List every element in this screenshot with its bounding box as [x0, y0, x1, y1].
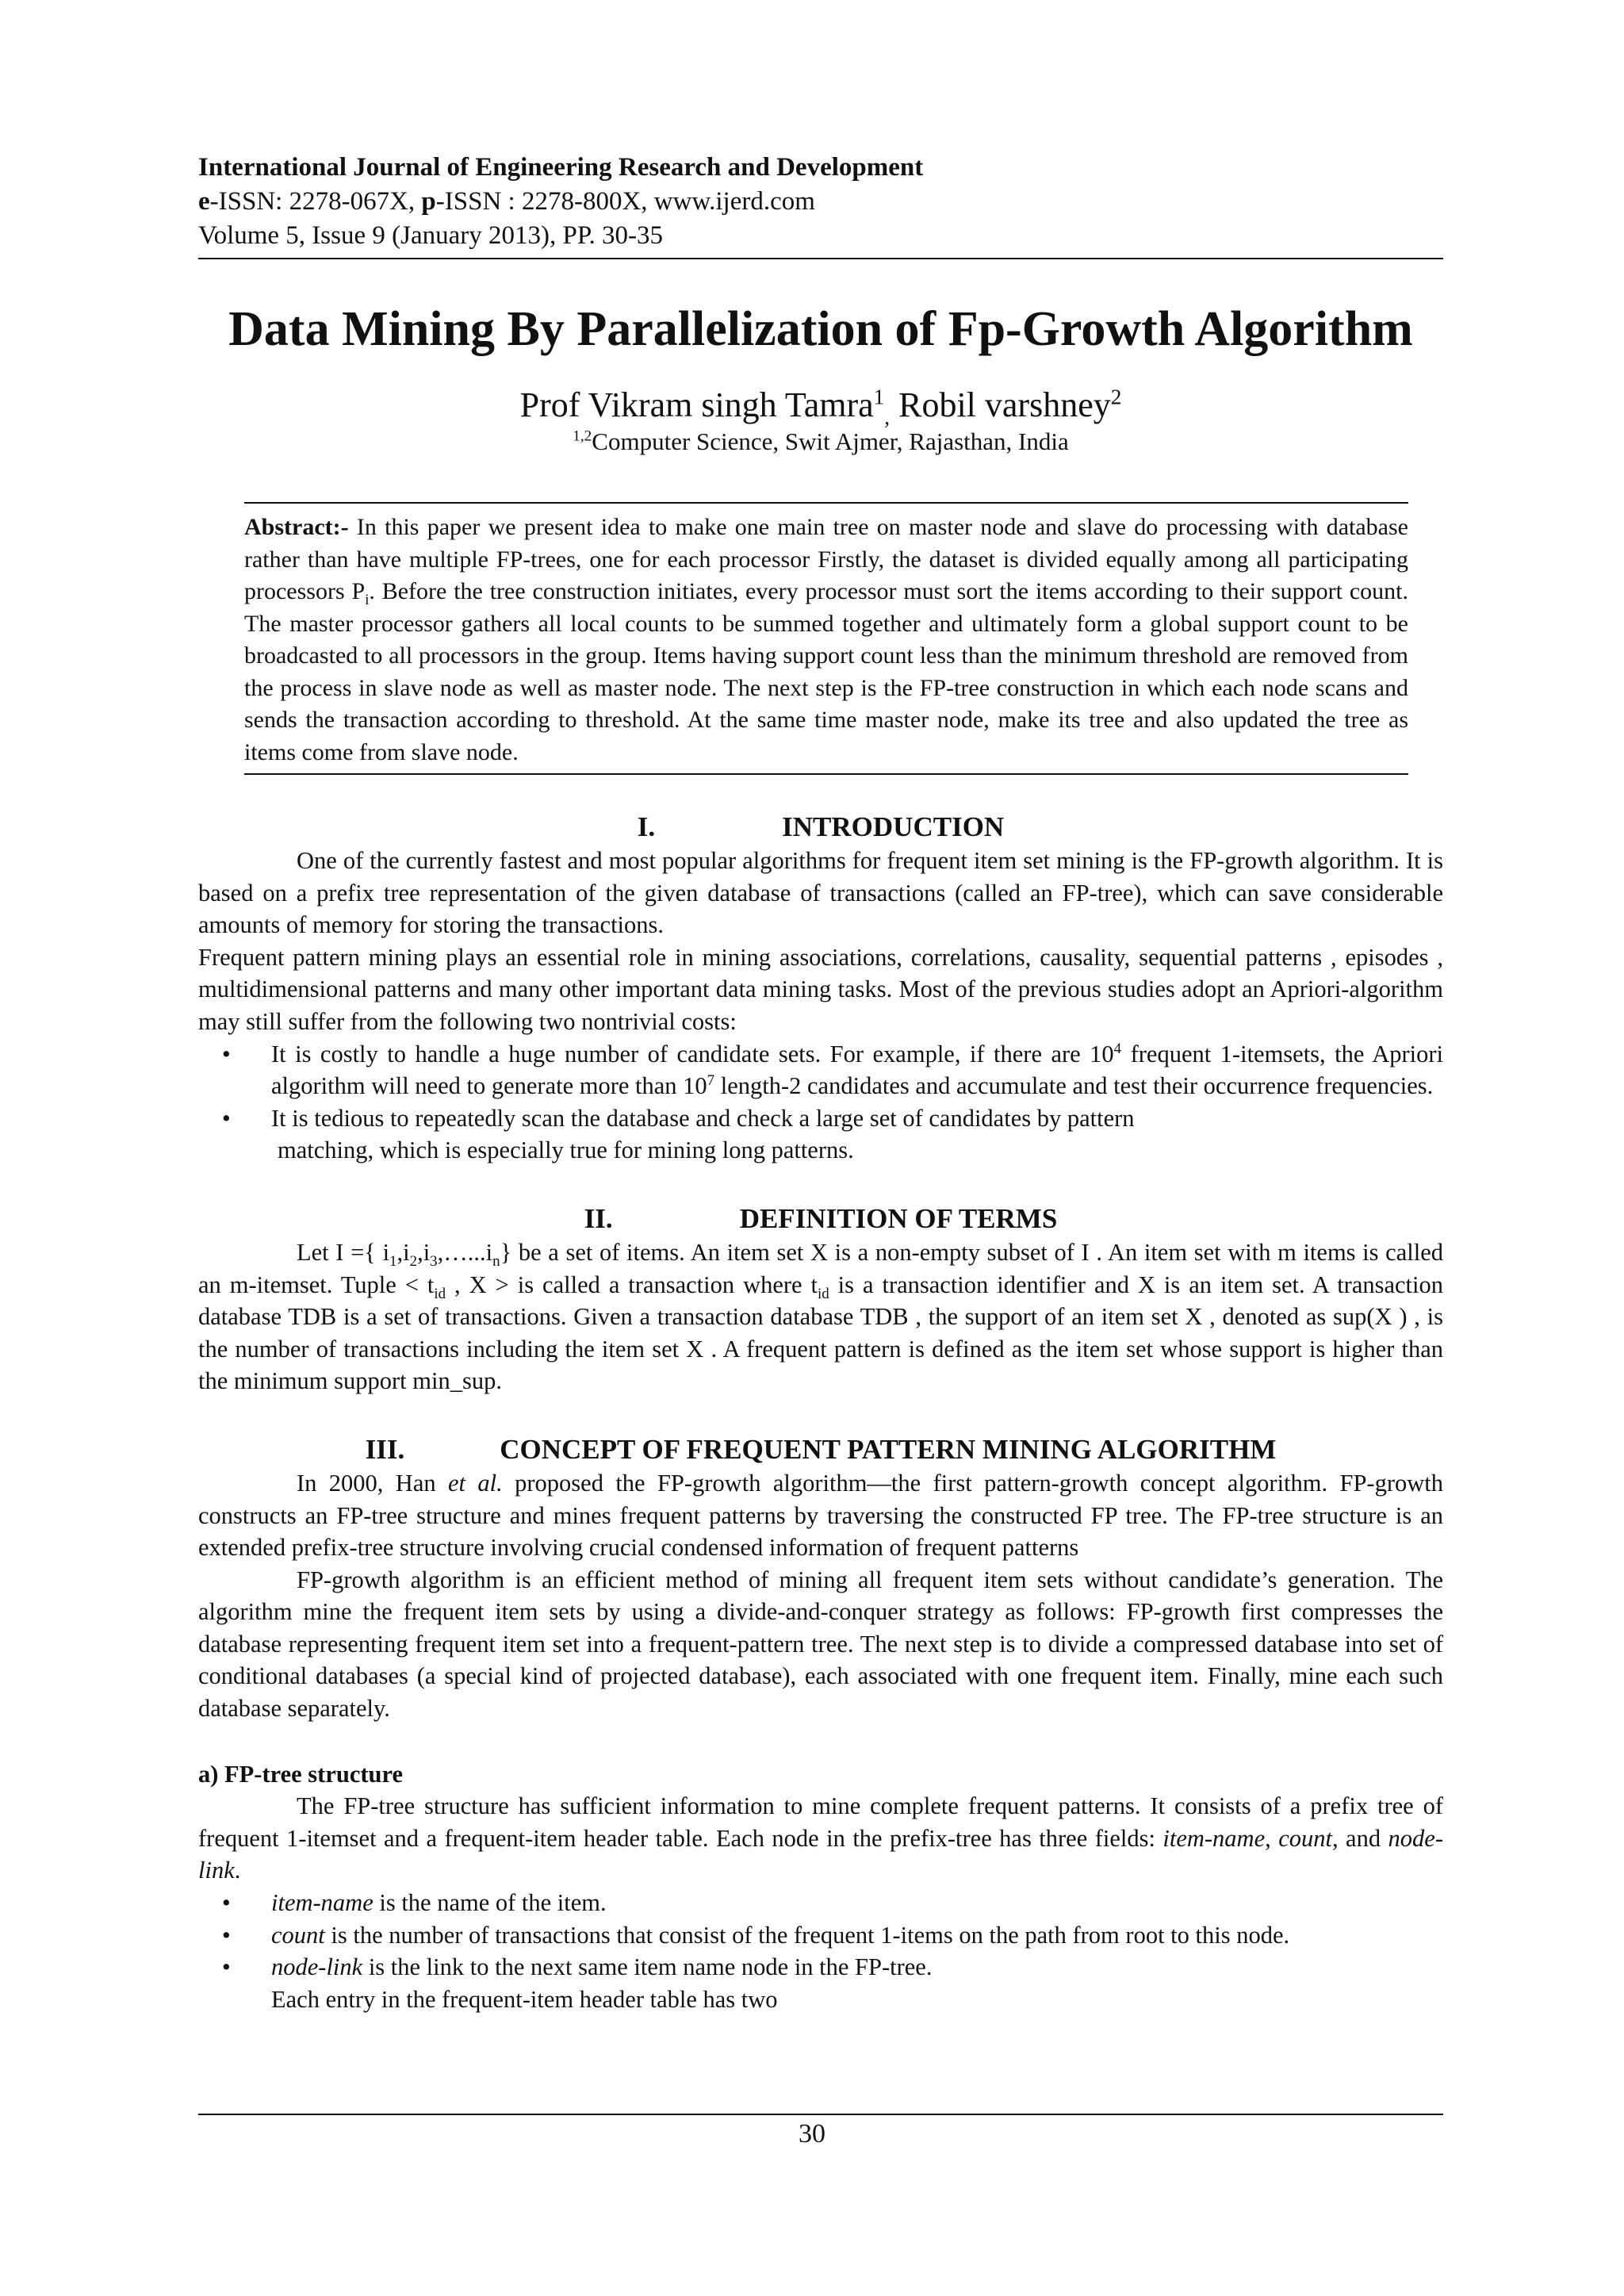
footer-rule	[198, 2114, 1443, 2115]
intro-bullet-1	[198, 1038, 1443, 1102]
def-sub-3: 3	[430, 1253, 438, 1271]
intro-bullet-2	[198, 1102, 1443, 1167]
section-2-heading	[198, 1202, 1443, 1236]
field-1-text: is the name of the item.	[373, 1889, 607, 1917]
affiliation-sup: 1,2	[573, 427, 592, 445]
definition-paragraph	[198, 1236, 1443, 1397]
def-text-1: Let I ={ i	[297, 1238, 390, 1266]
concept-paragraph-1	[198, 1467, 1443, 1564]
fp-tree-sep-2: , and	[1331, 1824, 1388, 1852]
def-sub-4: n	[492, 1253, 500, 1271]
bullet-icon: •	[222, 1921, 231, 1949]
volume-line: Volume 5, Issue 9 (January 2013), PP. 30-35	[198, 221, 664, 250]
def-sub-6: id	[818, 1285, 829, 1302]
bullet-2-line-1: It is tedious to repeatedly scan the database and check a large set of candidates by pattern	[271, 1104, 1135, 1132]
bullet-icon: •	[222, 1889, 231, 1917]
concept-paragraph-2: FP-growth algorithm is an efficient method of mining all frequent item sets without candidate’s generation. The algorithm mine the frequent item sets by using a divide-and-conquer strategy as follows: FP-growth first compresses the database representing frequent item set into a frequent-pattern tree. The next step is to divide a compressed database into set of conditional databases (a special kind of projected database), each associated with one frequent item. Finally, mine each such database separately.	[198, 1566, 1443, 1723]
def-text-5: } be a set of items. An item set X is a non-empty subset of I . An item set with m items is called an m-itemset. Tuple < t	[198, 1238, 1443, 1298]
fp-tree-text: The FP-tree structure has sufficient information to mine complete frequent patterns. It consists of a prefix tree of frequent 1-itemset and a frequent-item header table. Each node in the prefix-tree has three fields:	[198, 1792, 1443, 1852]
field-3-name: node-link	[271, 1953, 363, 1981]
fp-tree-em-node-link: node-link	[198, 1824, 1443, 1884]
issn-e-bold: e	[198, 187, 210, 216]
bullet-1-sup-2: 7	[707, 1072, 715, 1089]
author-2: Robil varshney	[890, 385, 1111, 424]
concept-p1-text-a: In 2000, Han	[297, 1469, 448, 1497]
bullet-icon: •	[222, 1953, 231, 1981]
page-content	[198, 151, 1443, 2015]
section-3-num: III.	[365, 1433, 405, 1465]
section-3-heading	[198, 1432, 1443, 1467]
author-2-sup: 2	[1110, 385, 1122, 409]
bullet-1-sup-1: 4	[1113, 1040, 1122, 1057]
fp-tree-sep-1: ,	[1265, 1824, 1279, 1852]
def-text-3: ,i	[417, 1238, 431, 1266]
affiliation-line	[198, 426, 1443, 458]
page-number: 30	[799, 2119, 825, 2148]
fp-tree-paragraph	[198, 1790, 1443, 1887]
fp-tree-end: .	[234, 1857, 241, 1884]
bullet-2-line-2: matching, which is especially true for mining long patterns.	[278, 1137, 854, 1164]
affiliation: Computer Science, Swit Ajmer, Rajasthan, India	[592, 427, 1069, 455]
issn-p-bold: p	[421, 187, 436, 216]
journal-name: International Journal of Engineering Research and Development	[198, 153, 924, 182]
bullet-icon: •	[222, 1104, 231, 1132]
fp-tree-field-list	[198, 1887, 1443, 1984]
subsection-a-heading: a) FP-tree structure	[198, 1760, 403, 1788]
bullet-1-text-a: It is costly to handle a huge number of candidate sets. For example, if there are 10	[271, 1040, 1114, 1068]
author-separator: ,	[884, 404, 891, 429]
paper-title: Data Mining By Parallelization of Fp-Growth Algorithm	[228, 302, 1413, 356]
abstract-text-2: . Before the tree construction initiates, every processor must sort the items according to their support count. The master processor gathers all local counts to be summed together and ultimately form a global support count to be broadcasted to all processors in the group. Items having support count less than the minimum threshold are removed from the process in slave node as well as master node. The next step is the FP-tree construction in which each node scans and sends the transaction according to threshold. At the same time master node, make its tree and also updated the tree as items come from slave node.	[244, 578, 1408, 765]
journal-header	[198, 151, 1443, 253]
header-table-continuation: Each entry in the frequent-item header table has two	[271, 1985, 778, 2013]
intro-paragraph-1: One of the currently fastest and most popular algorithms for frequent item set mining is the FP-growth algorithm. It is based on a prefix tree representation of the given database of transactions (called an FP-tree), which can save considerable amounts of memory for storing the transactions.	[198, 847, 1443, 939]
def-text-4: ,…...i	[437, 1238, 493, 1266]
def-text-7: is a transaction identifier and X is an item set. A transaction database TDB is a set of transactions. Given a transaction database TDB , the support of an item set X , denoted as sup(X ) , is the number of transactions including the item set X . A frequent pattern is defined as the item set whose support is higher than the minimum support min_sup.	[198, 1271, 1444, 1395]
fp-tree-em-count: count	[1278, 1824, 1332, 1852]
section-1-num: I.	[637, 811, 656, 842]
field-bullet-node-link	[198, 1951, 1443, 1984]
section-1-title: INTRODUCTION	[782, 811, 1005, 842]
field-2-name: count	[271, 1921, 325, 1949]
field-2-text: is the number of transactions that consist of the frequent 1-items on the path from root to this node.	[324, 1921, 1290, 1949]
header-rule	[198, 258, 1443, 259]
def-text-2: ,i	[396, 1238, 410, 1266]
section-2-title: DEFINITION OF TERMS	[739, 1202, 1058, 1234]
issn-p-text: -ISSN : 2278-800X, www.ijerd.com	[435, 187, 815, 216]
fp-tree-em-item-name: item-name	[1162, 1824, 1266, 1852]
issn-line	[198, 185, 1443, 219]
concept-p1-et-al: et al.	[448, 1469, 503, 1497]
field-bullet-item-name	[198, 1887, 1443, 1919]
section-1-heading	[198, 810, 1443, 845]
def-sub-1: 1	[389, 1253, 397, 1271]
abstract-sub-i: i	[365, 592, 370, 608]
def-sub-5: id	[434, 1285, 446, 1302]
concept-p1-text-b: proposed the FP-growth algorithm—the first pattern-growth concept algorithm. FP-growth constructs an FP-tree structure and mines frequent patterns by traversing the constructed FP tree. The FP-tree structure is an extended prefix-tree structure involving crucial condensed information of frequent patterns	[198, 1469, 1443, 1562]
section-3-title: CONCEPT OF FREQUENT PATTERN MINING ALGORITHM	[500, 1433, 1277, 1465]
section-2-num: II.	[584, 1202, 613, 1234]
abstract-label: Abstract:-	[244, 514, 349, 540]
def-sub-2: 2	[409, 1253, 418, 1271]
intro-paragraph-2: Frequent pattern mining plays an essential role in mining associations, correlations, causality, sequential patterns , episodes , multidimensional patterns and many other important data mining tasks. Most of the previous studies adopt an Apriori-algorithm may still suffer from the following two nontrivial costs:	[198, 943, 1443, 1035]
abstract-block	[244, 502, 1408, 775]
intro-bullet-list	[198, 1038, 1443, 1167]
bullet-1-text-b: frequent 1-itemsets, the Apriori algorithm will need to generate more than 10	[271, 1040, 1443, 1100]
issn-e-text: -ISSN: 2278-067X,	[209, 187, 422, 216]
authors-line	[198, 385, 1443, 429]
field-3-text: is the link to the next same item name node in the FP-tree.	[362, 1953, 933, 1981]
field-bullet-count	[198, 1919, 1443, 1952]
author-1-sup: 1	[873, 385, 885, 409]
field-1-name: item-name	[271, 1889, 373, 1917]
bullet-1-text-c: length-2 candidates and accumulate and test their occurrence frequencies.	[714, 1072, 1434, 1100]
def-text-6: , X > is called a transaction where t	[446, 1271, 818, 1298]
bullet-icon: •	[222, 1040, 231, 1068]
abstract-text-1: In this paper we present idea to make one main tree on master node and slave do processing with database rather than have multiple FP-trees, one for each processor Firstly, the dataset is divided equally among all participating processors P	[244, 514, 1408, 604]
author-1: Prof Vikram singh Tamra	[519, 385, 874, 424]
